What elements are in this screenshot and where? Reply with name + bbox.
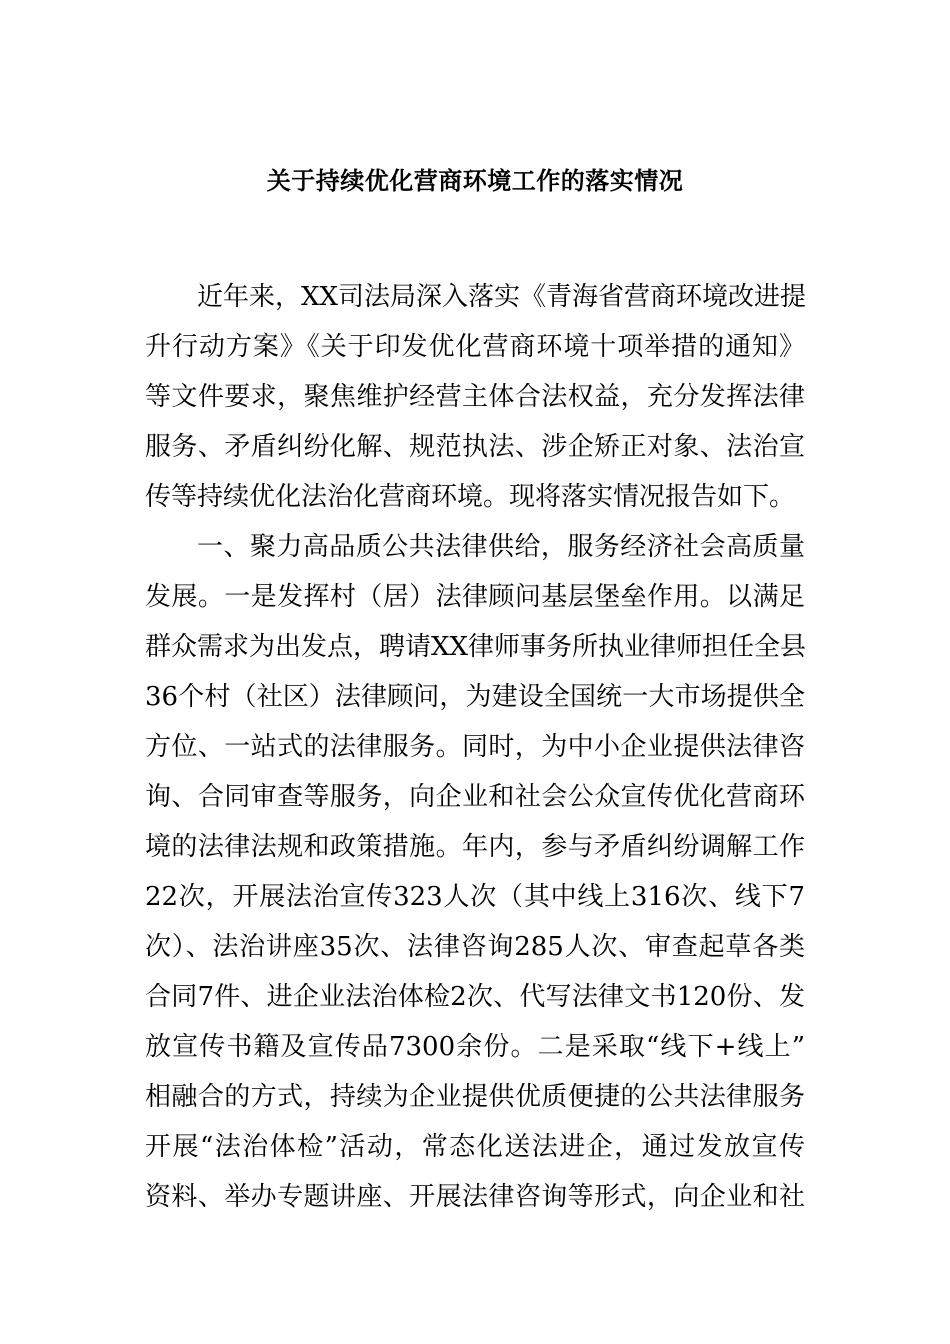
paragraph-line: 开展“法治体检”活动，常态化送法进企，通过发放宣传 [145, 1132, 805, 1162]
paragraph-line: 发展。一是发挥村（居）法律顾问基层堡垒作用。以满足 [145, 582, 805, 612]
paragraph-line: 22次，开展法治宣传323人次（其中线上316次、线下7 [145, 882, 805, 912]
paragraph-line: 36个村（社区）法律顾问，为建设全国统一大市场提供全 [145, 682, 805, 712]
paragraph-line: 放宣传书籍及宣传品7300余份。二是采取“线下+线上” [145, 1032, 805, 1062]
paragraph-line: 传等持续优化法治化营商环境。现将落实情况报告如下。 [145, 482, 796, 512]
paragraph-line: 境的法律法规和政策措施。年内，参与矛盾纠纷调解工作 [145, 832, 805, 862]
paragraph-line: 次）、法治讲座35次、法律咨询285人次、审查起草各类 [145, 932, 805, 962]
paragraph-line: 合同7件、进企业法治体检2次、代写法律文书120份、发 [145, 982, 805, 1012]
paragraph-line: 相融合的方式，持续为企业提供优质便捷的公共法律服务 [145, 1082, 805, 1112]
paragraph-line: 升行动方案》《关于印发优化营商环境十项举措的通知》 [145, 332, 805, 362]
paragraph-line: 群众需求为出发点，聘请XX律师事务所执业律师担任全县 [145, 632, 807, 662]
paragraph-line: 方位、一站式的法律服务。同时，为中小企业提供法律咨 [145, 732, 805, 762]
paragraph-line: 询、合同审查等服务，向企业和社会公众宣传优化营商环 [145, 782, 805, 812]
document-title: 关于持续优化营商环境工作的落实情况 [266, 166, 684, 195]
paragraph-line: 一、聚力高品质公共法律供给，服务经济社会高质量 [197, 532, 805, 562]
paragraph-line: 资料、举办专题讲座、开展法律咨询等形式，向企业和社 [145, 1182, 805, 1212]
paragraph-line: 近年来，XX司法局深入落实《青海省营商环境改进提 [197, 282, 807, 312]
paragraph-line: 服务、矛盾纠纷化解、规范执法、涉企矫正对象、法治宣 [145, 432, 805, 462]
paragraph-line: 等文件要求，聚焦维护经营主体合法权益，充分发挥法律 [145, 382, 805, 412]
